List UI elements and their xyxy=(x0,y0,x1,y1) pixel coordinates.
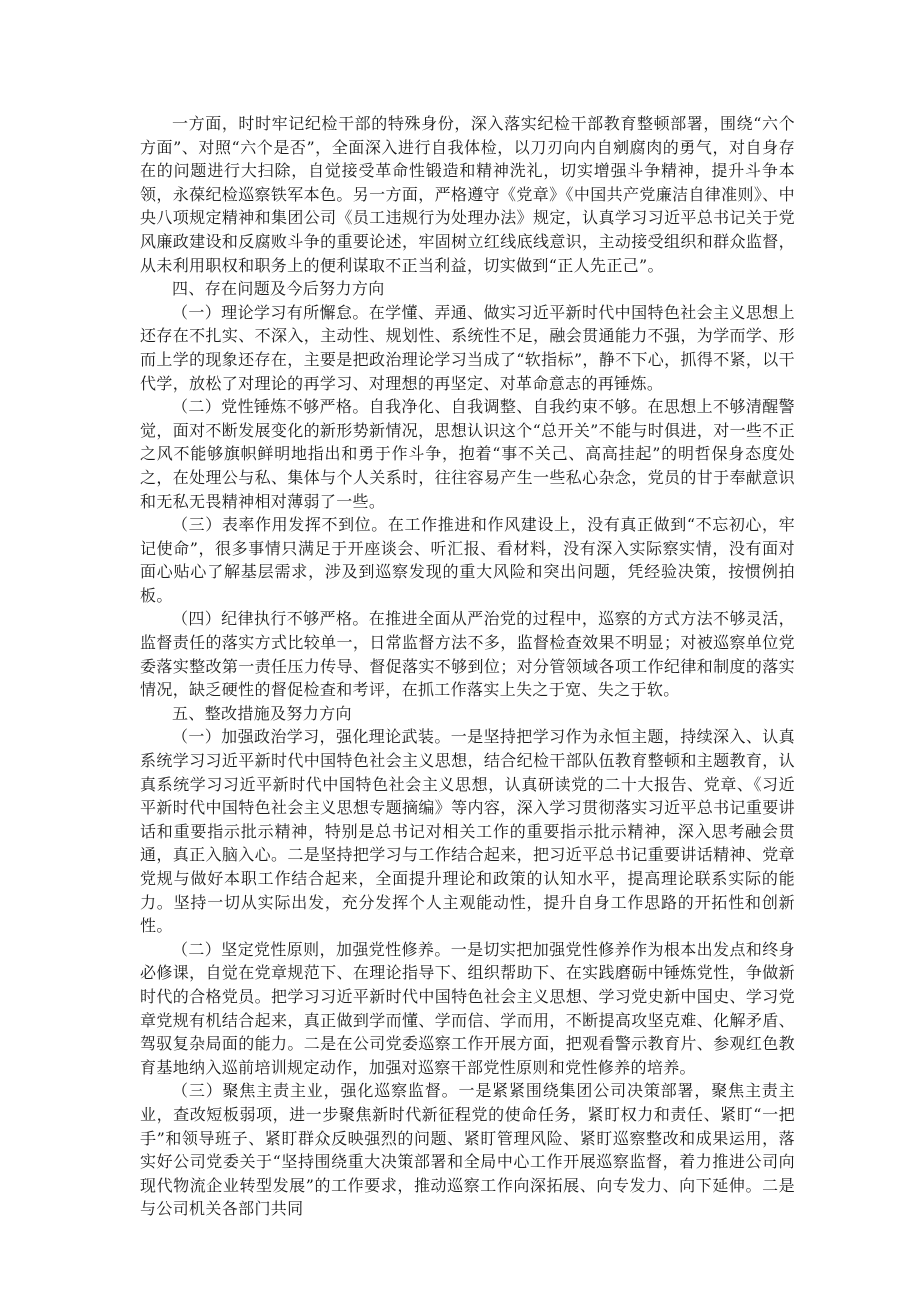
section-heading-measures: 五、整改措施及努力方向 xyxy=(172,703,352,723)
paragraph-measure-3: （三）聚焦主责主业，强化巡察监督。一是紧紧围绕集团公司决策部署，聚焦主责主业，查改短板弱项，进一步聚焦新时代新征程党的使命任务，紧盯权力和责任、紧盯“一把手”和领导班子、紧盯群众反映强烈的问题、紧盯管理风险、紧盯巡察整改和成果运用，落实好公司党委关于“坚持围绕重大决策部署和全局中心工作开展巡察监督，着力推进公司向现代物流企业转型发展”的工作要求，推动巡察工作向深拓展、向专发力、向下延伸。二是与公司机关各部门共同 xyxy=(140,1081,795,1219)
section-heading-problems: 四、存在问题及今后努力方向 xyxy=(172,279,385,299)
paragraph-problem-1: （一）理论学习有所懈怠。在学懂、弄通、做实习近平新时代中国特色社会主义思想上还存在不扎实、不深入，主动性、规划性、系统性不足，融会贯通能力不强，为学而学、形而上学的现象还存在，主要是把政治理论学习当成了“软指标”，静不下心，抓得不紧，以干代学，放松了对理论的再学习、对理想的再坚定、对革命意志的再锤炼。 xyxy=(140,302,795,393)
paragraph-measure-1: （一）加强政治学习，强化理论武装。一是坚持把学习作为永恒主题，持续深入、认真系统学习习近平新时代中国特色社会主义思想，结合纪检干部队伍教育整顿和主题教育，认真系统学习习近平新时代中国特色社会主义思想，认真研读党的二十大报告、党章、《习近平新时代中国特色社会主义思想专题摘编》等内容，深入学习贯彻落实习近平总书记重要讲话和重要指示批示精神，特别是总书记对相关工作的重要指示批示精神，深入思考融会贯通，真正入脑入心。二是坚持把学习与工作结合起来，把习近平总书记重要讲话精神、党章党规与做好本职工作结合起来，全面提升理论和政策的认知水平，提高理论联系实际的能力。坚持一切从实际出发，充分发挥个人主观能动性，提升自身工作思路的开拓性和创新性。 xyxy=(140,727,795,936)
paragraph-problem-3: （三）表率作用发挥不到位。在工作推进和作风建设上，没有真正做到“不忘初心，牢记使命”，很多事情只满足于开座谈会、听汇报、看材料，没有深入实际察实情，没有面对面心贴心了解基层需求，涉及到巡察发现的重大风险和突出问题，凭经验决策，按惯例拍板。 xyxy=(140,515,795,605)
paragraph-measure-2: （二）坚定党性原则，加强党性修养。一是切实把加强党性修养作为根本出发点和终身必修课，自觉在党章规范下、在理论指导下、组织帮助下、在实践磨砺中锤炼党性，争做新时代的合格党员。把学习习近平新时代中国特色社会主义思想、学习党史新中国史、学习党章党规有机结合起来，真正做到学而懂、学而信、学而用，不断提高攻坚克难、化解矛盾、驾驭复杂局面的能力。二是在公司党委巡察工作开展方面，把观看警示教育片、参观红色教育基地纳入巡前培训规定动作，加强对巡察干部党性原则和党性修养的培养。 xyxy=(140,939,795,1077)
paragraph-problem-2: （二）党性锤炼不够严格。自我净化、自我调整、自我约束不够。在思想上不够清醒警觉，面对不断发展变化的新形势新情况，思想认识这个“总开关”不能与时俱进，对一些不正之风不能够旗帜鲜明地指出和勇于作斗争，抱着“事不关己、高高挂起”的明哲保身态度处之，在处理公与私、集体与个人关系时，往往容易产生一些私心杂念，党员的甘于奉献意识和无私无畏精神相对薄弱了一些。 xyxy=(140,397,795,511)
paragraph-self-discipline: 一方面，时时牢记纪检干部的特殊身份，深入落实纪检干部教育整顿部署，围绕“六个方面”、对照“六个是否”，全面深入进行自我体检，以刀刃向内自剜腐肉的勇气，对自身存在的问题进行大扫除，自觉接受革命性锻造和精神洗礼，切实增强斗争精神，提升斗争本领，永葆纪检巡察铁军本色。另一方面，严格遵守《党章》《中国共产党廉洁自律准则》、中央八项规定精神和集团公司《员工违规行为处理办法》规定，认真学习习近平总书记关于党风廉政建设和反腐败斗争的重要论述，牢固树立红线底线意识，主动接受组织和群众监督，从未利用职权和职务上的便利谋取不正当利益，切实做到“正人先正己”。 xyxy=(140,114,795,275)
paragraph-problem-4: （四）纪律执行不够严格。在推进全面从严治党的过程中，巡察的方式方法不够灵活，监督责任的落实方式比较单一，日常监督方法不多，监督检查效果不明显；对被巡察单位党委落实整改第一责任压力传导、督促落实不够到位；对分管领域各项工作纪律和制度的落实情况，缺乏硬性的督促检查和考评，在抓工作落实上失之于宽、失之于软。 xyxy=(140,609,795,700)
document-body xyxy=(140,112,795,1221)
